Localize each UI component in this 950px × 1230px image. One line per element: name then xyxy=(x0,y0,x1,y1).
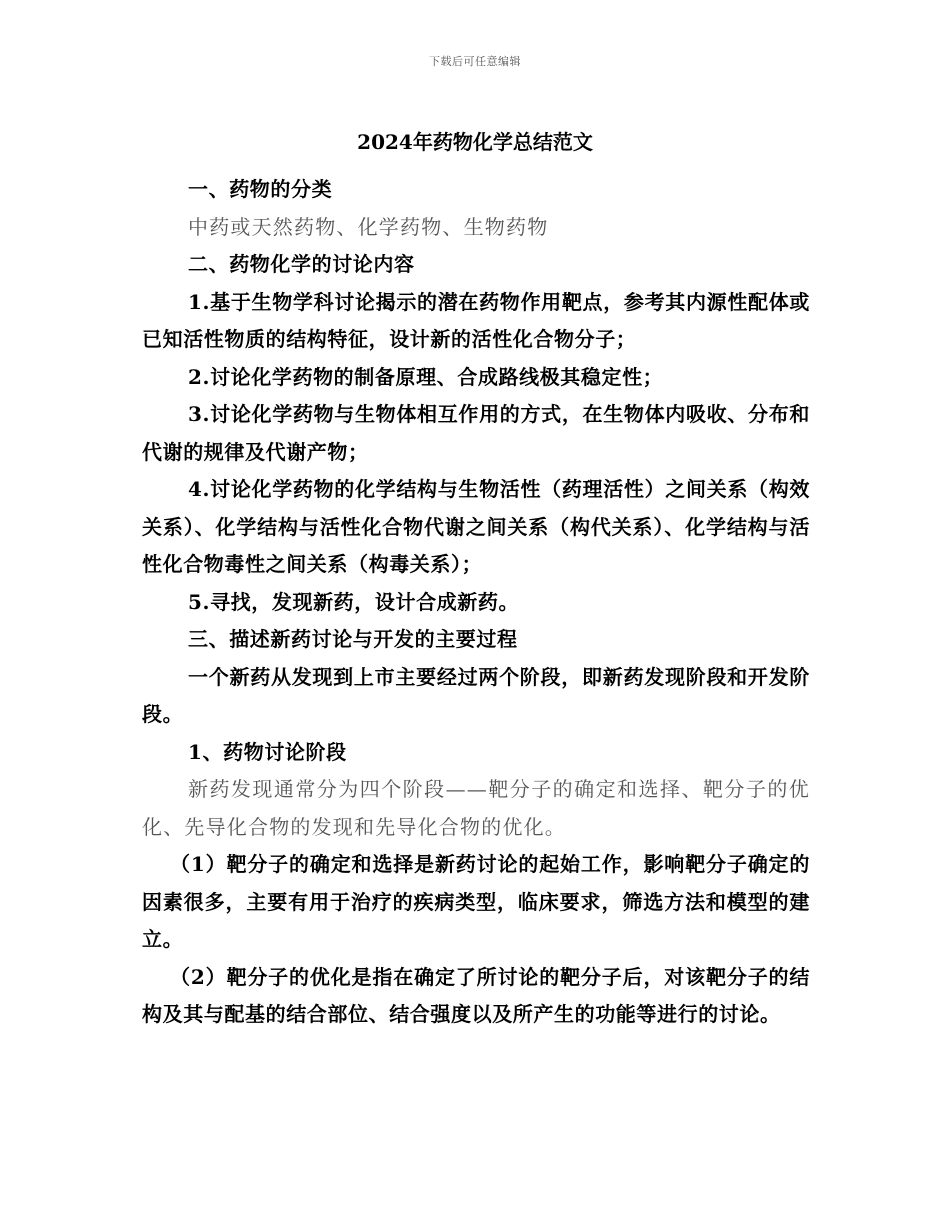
paragraph-target-selection: （1）靶分子的确定和选择是新药讨论的起始工作，影响靶分子确定的因素很多，主要有用于治疗的疾病类型，临床要求，筛选方法和模型的建立。 xyxy=(142,852,810,951)
section-heading-1: 一、药物的分类 xyxy=(188,177,333,201)
document-body xyxy=(142,171,810,1034)
document-title: 2024年药物化学总结范文 xyxy=(357,130,593,154)
paragraph-four-stages: 新药发现通常分为四个阶段——靶分子的确定和选择、靶分子的优化、先导化合物的发现和先导化合物的优化。 xyxy=(142,777,810,839)
paragraph-target-optimization: （2）靶分子的优化是指在确定了所讨论的靶分子后，对该靶分子的结构及其与配基的结合部位、结合强度以及所产生的功能等进行的讨论。 xyxy=(142,964,810,1026)
list-item-5: 5.寻找，发现新药，设计合成新药。 xyxy=(188,589,520,614)
paragraph-drug-categories: 中药或天然药物、化学药物、生物药物 xyxy=(188,214,549,239)
section-heading-2: 二、药物化学的讨论内容 xyxy=(188,252,415,276)
section-heading-3: 三、描述新药讨论与开发的主要过程 xyxy=(188,627,518,651)
list-item-3: 3.讨论化学药物与生物体相互作用的方式，在生物体内吸收、分布和代谢的规律及代谢产物； xyxy=(142,402,810,464)
list-item-1: 1.基于生物学科讨论揭示的潜在药物作用靶点，参考其内源性配体或已知活性物质的结构特征，设计新的活性化合物分子； xyxy=(142,289,810,351)
header-note: 下载后可任意编辑 xyxy=(429,55,521,68)
paragraph-two-stages: 一个新药从发现到上市主要经过两个阶段，即新药发现阶段和开发阶段。 xyxy=(142,664,810,726)
subsection-heading-1: 1、药物讨论阶段 xyxy=(188,739,347,764)
list-item-4: 4.讨论化学药物的化学结构与生物活性（药理活性）之间关系（构效关系）、化学结构与活性化合物代谢之间关系（构代关系）、化学结构与活性化合物毒性之间关系（构毒关系）； xyxy=(142,477,810,576)
list-item-2: 2.讨论化学药物的制备原理、合成路线极其稳定性； xyxy=(188,364,664,389)
